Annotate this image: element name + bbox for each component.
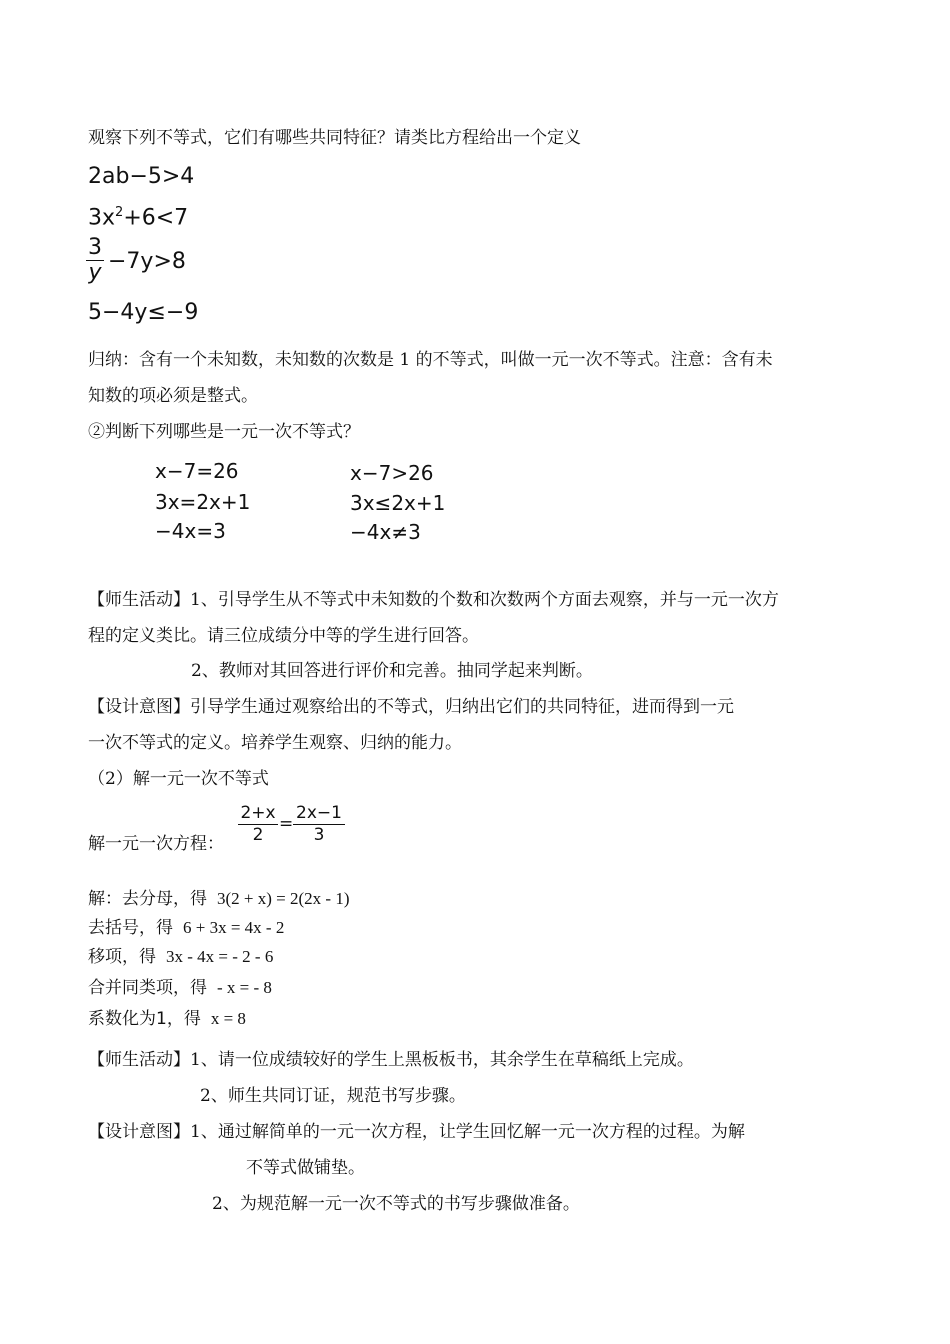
activity-1-line-3: 2、教师对其回答进行评价和完善。抽同学起来判断。 <box>191 661 593 681</box>
left-denominator: 2 <box>252 825 264 845</box>
solution-step-5: 系数化为1，得 x = 8 <box>88 1009 246 1029</box>
judge-item-left-2: 3x=2x+1 <box>155 490 251 514</box>
example-3-rest: −7y>8 <box>108 249 186 274</box>
activity-1-line-1: 【师生活动】1、引导学生从不等式中未知数的个数和次数两个方面去观察，并与一元一次方 <box>88 590 779 610</box>
judge-item-right-2: 3x≤2x+1 <box>350 491 446 515</box>
summary-line-1: 归纳：含有一个未知数，未知数的次数是 1 的不等式，叫做一元一次不等式。注意：含有未 <box>88 350 773 370</box>
section-2-heading: （2）解一元一次不等式 <box>88 769 269 789</box>
judge-item-right-3: −4x≠3 <box>350 520 421 544</box>
judge-item-right-1: x−7>26 <box>350 461 434 485</box>
design-1-line-2: 一次不等式的定义。培养学生观察、归纳的能力。 <box>88 733 462 753</box>
activity-1-line-2: 程的定义类比。请三位成绩分中等的学生进行回答。 <box>88 626 479 646</box>
right-numerator: 2x−1 <box>296 803 342 823</box>
solution-step-3: 移项，得 3x - 4x = - 2 - 6 <box>88 947 274 967</box>
fraction-numerator: 3 <box>88 235 102 260</box>
summary-line-2: 知数的项必须是整式。 <box>88 386 258 406</box>
solution-step-2: 去括号，得 6 + 3x = 4x - 2 <box>88 918 285 938</box>
left-numerator: 2+x <box>240 803 276 823</box>
example-inequality-4: 5−4y≤−9 <box>88 300 199 325</box>
example-inequality-1: 2ab−5>4 <box>88 164 195 189</box>
design-1-tag: 【设计意图】 <box>88 697 190 717</box>
activity-2-line-2: 2、师生共同订证，规范书写步骤。 <box>200 1086 466 1106</box>
right-denominator: 3 <box>313 825 325 845</box>
example-3-fraction <box>86 236 104 285</box>
design-2-line-1: 【设计意图】1、通过解简单的一元一次方程，让学生回忆解一元一次方程的过程。为解 <box>88 1122 745 1142</box>
design-2-line-2: 不等式做铺垫。 <box>246 1158 365 1178</box>
example-2-rest: +6<7 <box>123 205 189 231</box>
solution-step-1: 解：去分母，得 3(2 + x) = 2(2x - 1) <box>88 889 350 909</box>
equation-label: 解一元一次方程： <box>88 834 224 854</box>
activity-2-line-1: 【师生活动】1、请一位成绩较好的学生上黑板板书，其余学生在草稿纸上完成。 <box>88 1050 694 1070</box>
fraction-denominator: y <box>88 260 102 285</box>
judge-item-left-1: x−7=26 <box>155 459 239 483</box>
equation-right-fraction <box>293 803 345 846</box>
judge-prompt: ②判断下列哪些是一元一次不等式？ <box>88 422 360 442</box>
example-2-base: 3x <box>88 205 116 231</box>
design-1-line-1: 【设计意图】引导学生通过观察给出的不等式，归纳出它们的共同特征，进而得到一元 <box>88 697 734 717</box>
intro-text: 观察下列不等式，它们有哪些共同特征？请类比方程给出一个定义 <box>88 128 581 148</box>
example-inequality-2 <box>88 200 188 231</box>
equation-equals: = <box>279 814 294 834</box>
judge-item-left-3: −4x=3 <box>155 519 226 543</box>
example-2-exponent: 2 <box>115 205 124 220</box>
design-2-line-3: 2、为规范解一元一次不等式的书写步骤做准备。 <box>212 1194 580 1214</box>
design-2-tag: 【设计意图】 <box>88 1122 190 1142</box>
activity-1-tag: 【师生活动】 <box>88 590 190 610</box>
equation-left-fraction <box>238 803 278 846</box>
solution-step-4: 合并同类项，得 - x = - 8 <box>88 978 272 998</box>
activity-2-tag: 【师生活动】 <box>88 1050 190 1070</box>
